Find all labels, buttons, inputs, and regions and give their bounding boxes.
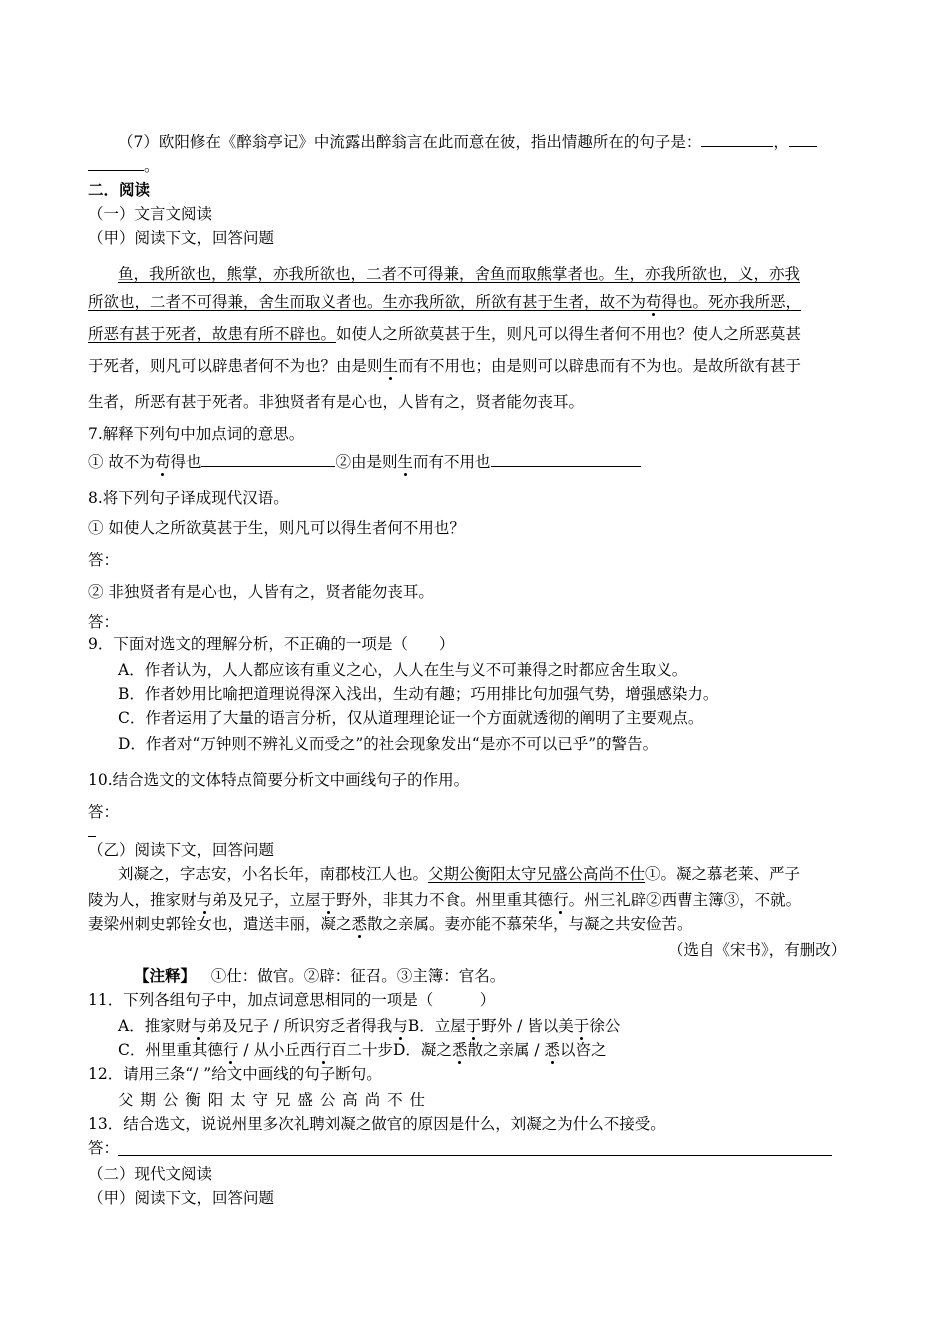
q9-option-a[interactable]: A．作者认为，人人都应该有重义之心，人人在生与义不可兼得之时都应舍生取义。 [118,661,688,679]
part-subtitle: （乙）阅读下文，回答问题 [88,841,275,859]
q11-options-ab[interactable]: A．推家财与弟及兄子 / 所识穷乏者得我与B．立屋于野外 / 皆以美于徐公 [118,1017,621,1035]
passage-a-line1: 鱼，我所欲也，熊掌，亦我所欲也，二者不可得兼，舍鱼而取熊掌者也。生，亦我所欲也，义，亦我 [118,265,801,283]
q8-title: 8.将下列句子译成现代汉语。 [88,489,289,507]
answer-line[interactable] [118,1155,832,1156]
dotted-char: 于 [465,1017,482,1035]
dotted-char: 悉 [451,1041,468,1059]
q7-7-line1: （7）欧阳修在《醉翁亭记》中流露出醉翁言在此而意在彼，指出情趣所在的句子是： ， [118,132,817,152]
dotted-char: 苟 [154,453,171,471]
passage-a-line4: 于死者，则凡可以辟患者何不为也？由是则生而有不用也；由是则可以辟患而有不为也。是故所欲有甚于 [88,357,802,375]
answer-blank[interactable] [491,452,641,467]
q7-items: ① 故不为苟得也 ②由是则生而有不用也 [88,452,641,472]
dotted-char: 生 [382,357,399,375]
q8-sentence-1: ① 如使人之所欲莫甚于生，则凡可以得生者何不用也？ [88,519,465,537]
dotted-char: 与 [196,891,213,909]
q12-text: 父 期 公 衡 阳 太 守 兄 盛 公 高 尚 不 仕 [118,1091,427,1109]
dotted-char: 悉 [544,1041,561,1059]
q9-option-d[interactable]: D．作者对“万钟则不辨礼义而受之”的社会现象发出“是亦不可以已乎”的警告。 [118,735,659,753]
passage-b-notes: 【注释】 ①仕：做官。②辟：征召。③主簿：官名。 [134,966,506,985]
q8-answer-2[interactable]: 答： [88,613,120,631]
q13-title: 13．结合选文，说说州里多次礼聘刘凝之做官的原因是什么，刘凝之为什么不接受。 [88,1115,666,1133]
answer-blank-cont[interactable] [88,156,144,171]
passage-b-line1: 刘凝之，字志安，小名长年，南郡枝江人也。父期公衡阳太守兄盛公高尚不仕①。凝之慕老莱、严子 [118,865,801,883]
dotted-char: 行 [222,1041,239,1059]
dotted-char: 于 [320,891,337,909]
q9-option-b[interactable]: B．作者妙用比喻把道理说得深入浅出，生动有趣；巧用排比句加强气势，增强感染力。 [118,685,719,703]
part-title: （二）现代文阅读 [88,1165,213,1183]
q8-sentence-2: ② 非独贤者有是心也，人皆有之，贤者能勿丧耳。 [88,583,434,601]
dotted-char: 行 [553,891,569,909]
passage-a-line5: 生者，所恶有甚于死者。非独贤者有是心也，人皆有之，贤者能勿丧耳。 [88,393,585,411]
answer-line[interactable] [88,836,96,837]
q7-7-line2: 。 [88,156,160,176]
q11-options-cd[interactable]: C．州里重其德行 / 从小丘西行百二十步D．凝之悉散之亲属 / 悉以咨之 [118,1041,607,1059]
part-subtitle: （甲）阅读下文，回答问题 [88,229,275,247]
dotted-char: 生 [397,453,413,471]
q10-answer[interactable]: 答： [88,803,120,821]
answer-blank[interactable] [201,452,335,467]
q10-title: 10.结合选文的文体特点简要分析文中画线句子的作用。 [88,771,470,789]
q9-option-c[interactable]: C．作者运用了大量的语言分析，仅从道理理论证一个方面就透彻的阐明了主要观点。 [118,709,704,727]
q11-title: 11．下列各组句子中，加点词意思相同的一项是（ ） [88,991,496,1009]
passage-b-line3: 妻梁州刺史郭铨女也，遣送丰丽，凝之悉散之亲属。妻亦能不慕荣华，与凝之共安俭苦。 [88,915,693,933]
underlined-sentence: 父期公衡阳太守兄盛公高尚不仕 [428,865,646,883]
q7-title: 7.解释下列句中加点词的意思。 [88,425,305,443]
q8-answer-1[interactable]: 答： [88,551,120,569]
section-title: 二．阅读 [88,180,151,199]
dotted-char: 与 [191,1017,207,1035]
passage-b-line2: 陵为人，推家财与弟及兄子，立屋于野外，非其力不食。州里重其德行。州三礼辟②西曹主簿③，不就。 [88,891,802,909]
q12-title: 12．请用三条“/ ”给文中画线的句子断句。 [88,1065,382,1083]
q13-answer[interactable]: 答： [88,1139,120,1157]
underlined-sentence: 所恶有甚于死者，故患有所不辟也。 [88,325,337,343]
answer-blank[interactable] [701,132,773,147]
q9-title: 9．下面对选文的理解分析，不正确的一项是（ ） [88,635,455,653]
passage-a-line2: 所欲也，二者不可得兼，舍生而取义者也。生亦我所欲，所欲有甚于生者，故不为苟得也。死亦我所恶， [88,293,802,311]
dotted-char: 行 [315,1041,331,1059]
part-subtitle: （甲）阅读下文，回答问题 [88,1189,275,1207]
answer-blank[interactable] [789,132,817,147]
dotted-char: 与 [392,1017,408,1035]
passage-b-source: （选自《宋书》，有删改） [668,941,847,959]
dotted-char: 于 [573,1017,590,1035]
dotted-char: 悉 [351,915,368,933]
dotted-char: 苟 [646,293,662,311]
part-title: （一）文言文阅读 [88,205,213,223]
passage-a-line3: 所恶有甚于死者，故患有所不辟也。如使人之所欲莫甚于生，则凡可以得生者何不用也？使人之所恶莫甚 [88,325,802,343]
